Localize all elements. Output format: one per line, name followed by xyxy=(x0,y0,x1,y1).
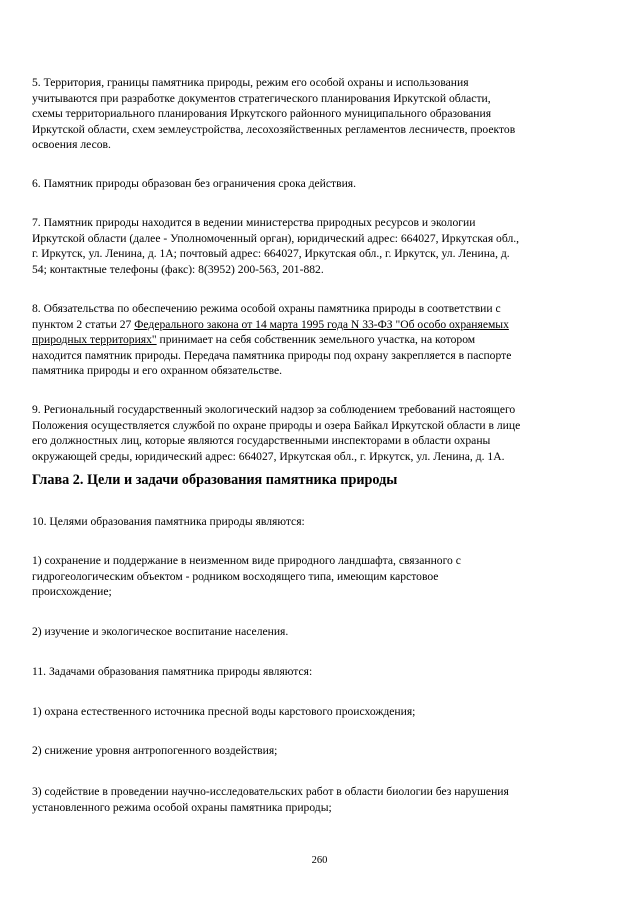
paragraph-10-item-2: 2) изучение и экологическое воспитание населения. xyxy=(32,625,289,638)
paragraph-11-item-1: 1) охрана естественного источника пресной воды карстового происхождения; xyxy=(32,705,416,718)
paragraph-9: 9. Региональный государственный экологический надзор за соблюдением требований настоящего Положения осуществляется службой по охране природы и озера Байкал Иркутской области в лице его должностных лиц, которые являются государственными инспекторами в области охраны окружающей среды, юридический адрес: 664027, Иркутская обл., г. Иркутск, ул. Ленина, д. 1А. xyxy=(32,403,521,463)
paragraph-8 xyxy=(32,301,604,379)
paragraph-7: 7. Памятник природы находится в ведении министерства природных ресурсов и экологии Иркутской области (далее - Уполномоченный орган), юридический адрес: 664027, Иркутская обл., г. Иркутск, ул. Ленина, д. 1А; почтовый адрес: 664027, Иркутская обл., г. Иркутск, ул. Ленина, д. 54; контактные телефоны (факс): 8(3952) 200-563, 201-882. xyxy=(32,216,520,276)
chapter-2-heading: Глава 2. Цели и задачи образования памятника природы xyxy=(32,472,398,488)
paragraph-8-text-end: принимает на себя собственник земельного участка, на котором находится памятник природы. Передача памятника природы под охрану закрепляется в паспорте памятника природы и его охранном обязательстве. xyxy=(32,333,512,377)
page-number: 260 xyxy=(311,855,328,866)
paragraph-8-text-start: 8. Обязательства по обеспечению режима особой охраны памятника природы в соответствии с пунктом 2 статьи 27 xyxy=(32,302,501,331)
paragraph-11: 11. Задачами образования памятника природы являются: xyxy=(32,665,313,678)
paragraph-10: 10. Целями образования памятника природы являются: xyxy=(32,515,305,528)
federal-law-link[interactable]: Федерального закона от 14 марта 1995 года N 33-ФЗ "Об особо охраняемых природных территориях" xyxy=(32,317,509,346)
paragraph-11-item-2: 2) снижение уровня антропогенного воздействия; xyxy=(32,744,278,757)
paragraph-5: 5. Территория, границы памятника природы, режим его особой охраны и использования учитываются при разработке документов стратегического планирования Иркутской области, схемы территориального планирования Иркутского районного муниципального образования Иркутской области, схем землеустройства, лесохозяйственных регламентов лесничеств, проектов освоения лесов. xyxy=(32,76,516,151)
paragraph-11-item-3: 3) содействие в проведении научно-исследовательских работ в области биологии без нарушения установленного режима особой охраны памятника природы; xyxy=(32,785,509,814)
paragraph-6: 6. Памятник природы образован без ограничения срока действия. xyxy=(32,177,357,190)
paragraph-10-item-1: 1) сохранение и поддержание в неизменном виде природного ландшафта, связанного с гидрогеологическим объектом - родником восходящего типа, имеющим карстовое происхождение; xyxy=(32,554,461,598)
